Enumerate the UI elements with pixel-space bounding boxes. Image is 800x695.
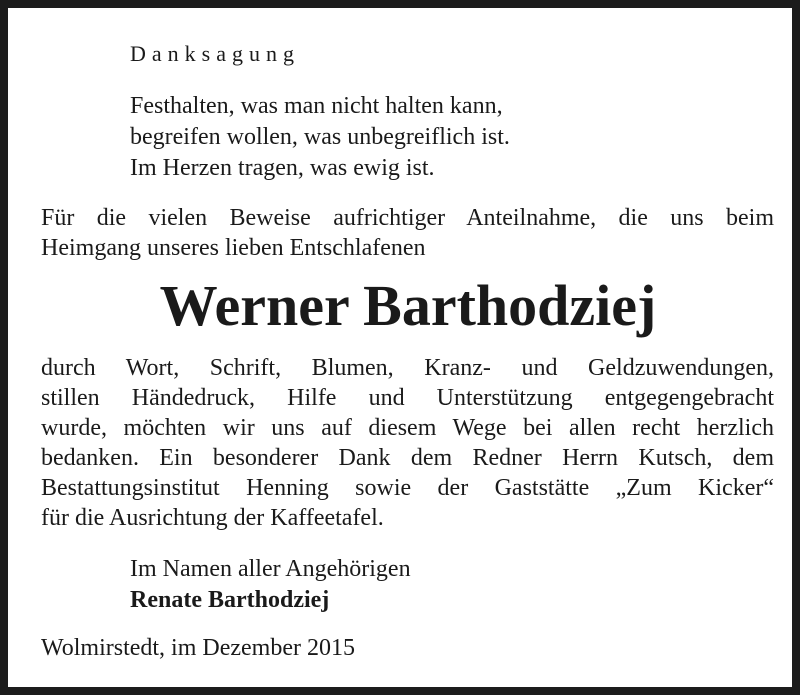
body-line: Bestattungsinstitut Henning sowie der Gaststätte „Zum Kicker“ bbox=[41, 475, 774, 501]
signer-name: Renate Barthodziej bbox=[130, 587, 330, 613]
closing-line: Im Namen aller Angehörigen bbox=[130, 556, 411, 582]
body-line: bedanken. Ein besonderer Dank dem Redner Herrn Kutsch, dem bbox=[41, 445, 774, 471]
signature-block bbox=[130, 554, 411, 616]
poem-line: begreifen wollen, was unbegreiflich ist. bbox=[130, 124, 510, 150]
intro-line: Heimgang unseres lieben Entschlafenen bbox=[41, 235, 426, 261]
poem-line: Im Herzen tragen, was ewig ist. bbox=[130, 155, 435, 181]
place-date: Wolmirstedt, im Dezember 2015 bbox=[41, 635, 355, 661]
notice-title: Danksagung bbox=[130, 41, 300, 66]
body-line: stillen Händedruck, Hilfe und Unterstützung entgegengebracht bbox=[41, 385, 774, 411]
deceased-name: Werner Barthodziej bbox=[159, 273, 657, 338]
poem-line: Festhalten, was man nicht halten kann, bbox=[130, 93, 503, 119]
body-paragraph bbox=[41, 353, 774, 533]
body-line: wurde, möchten wir uns auf diesem Wege bei allen recht herzlich bbox=[41, 415, 774, 441]
poem bbox=[130, 91, 510, 184]
intro-line: Für die vielen Beweise aufrichtiger Anteilnahme, die uns beim bbox=[41, 205, 774, 231]
body-line: für die Ausrichtung der Kaffeetafel. bbox=[41, 505, 384, 531]
body-line: durch Wort, Schrift, Blumen, Kranz- und Geldzuwendungen, bbox=[41, 355, 774, 381]
intro-paragraph bbox=[41, 203, 774, 263]
